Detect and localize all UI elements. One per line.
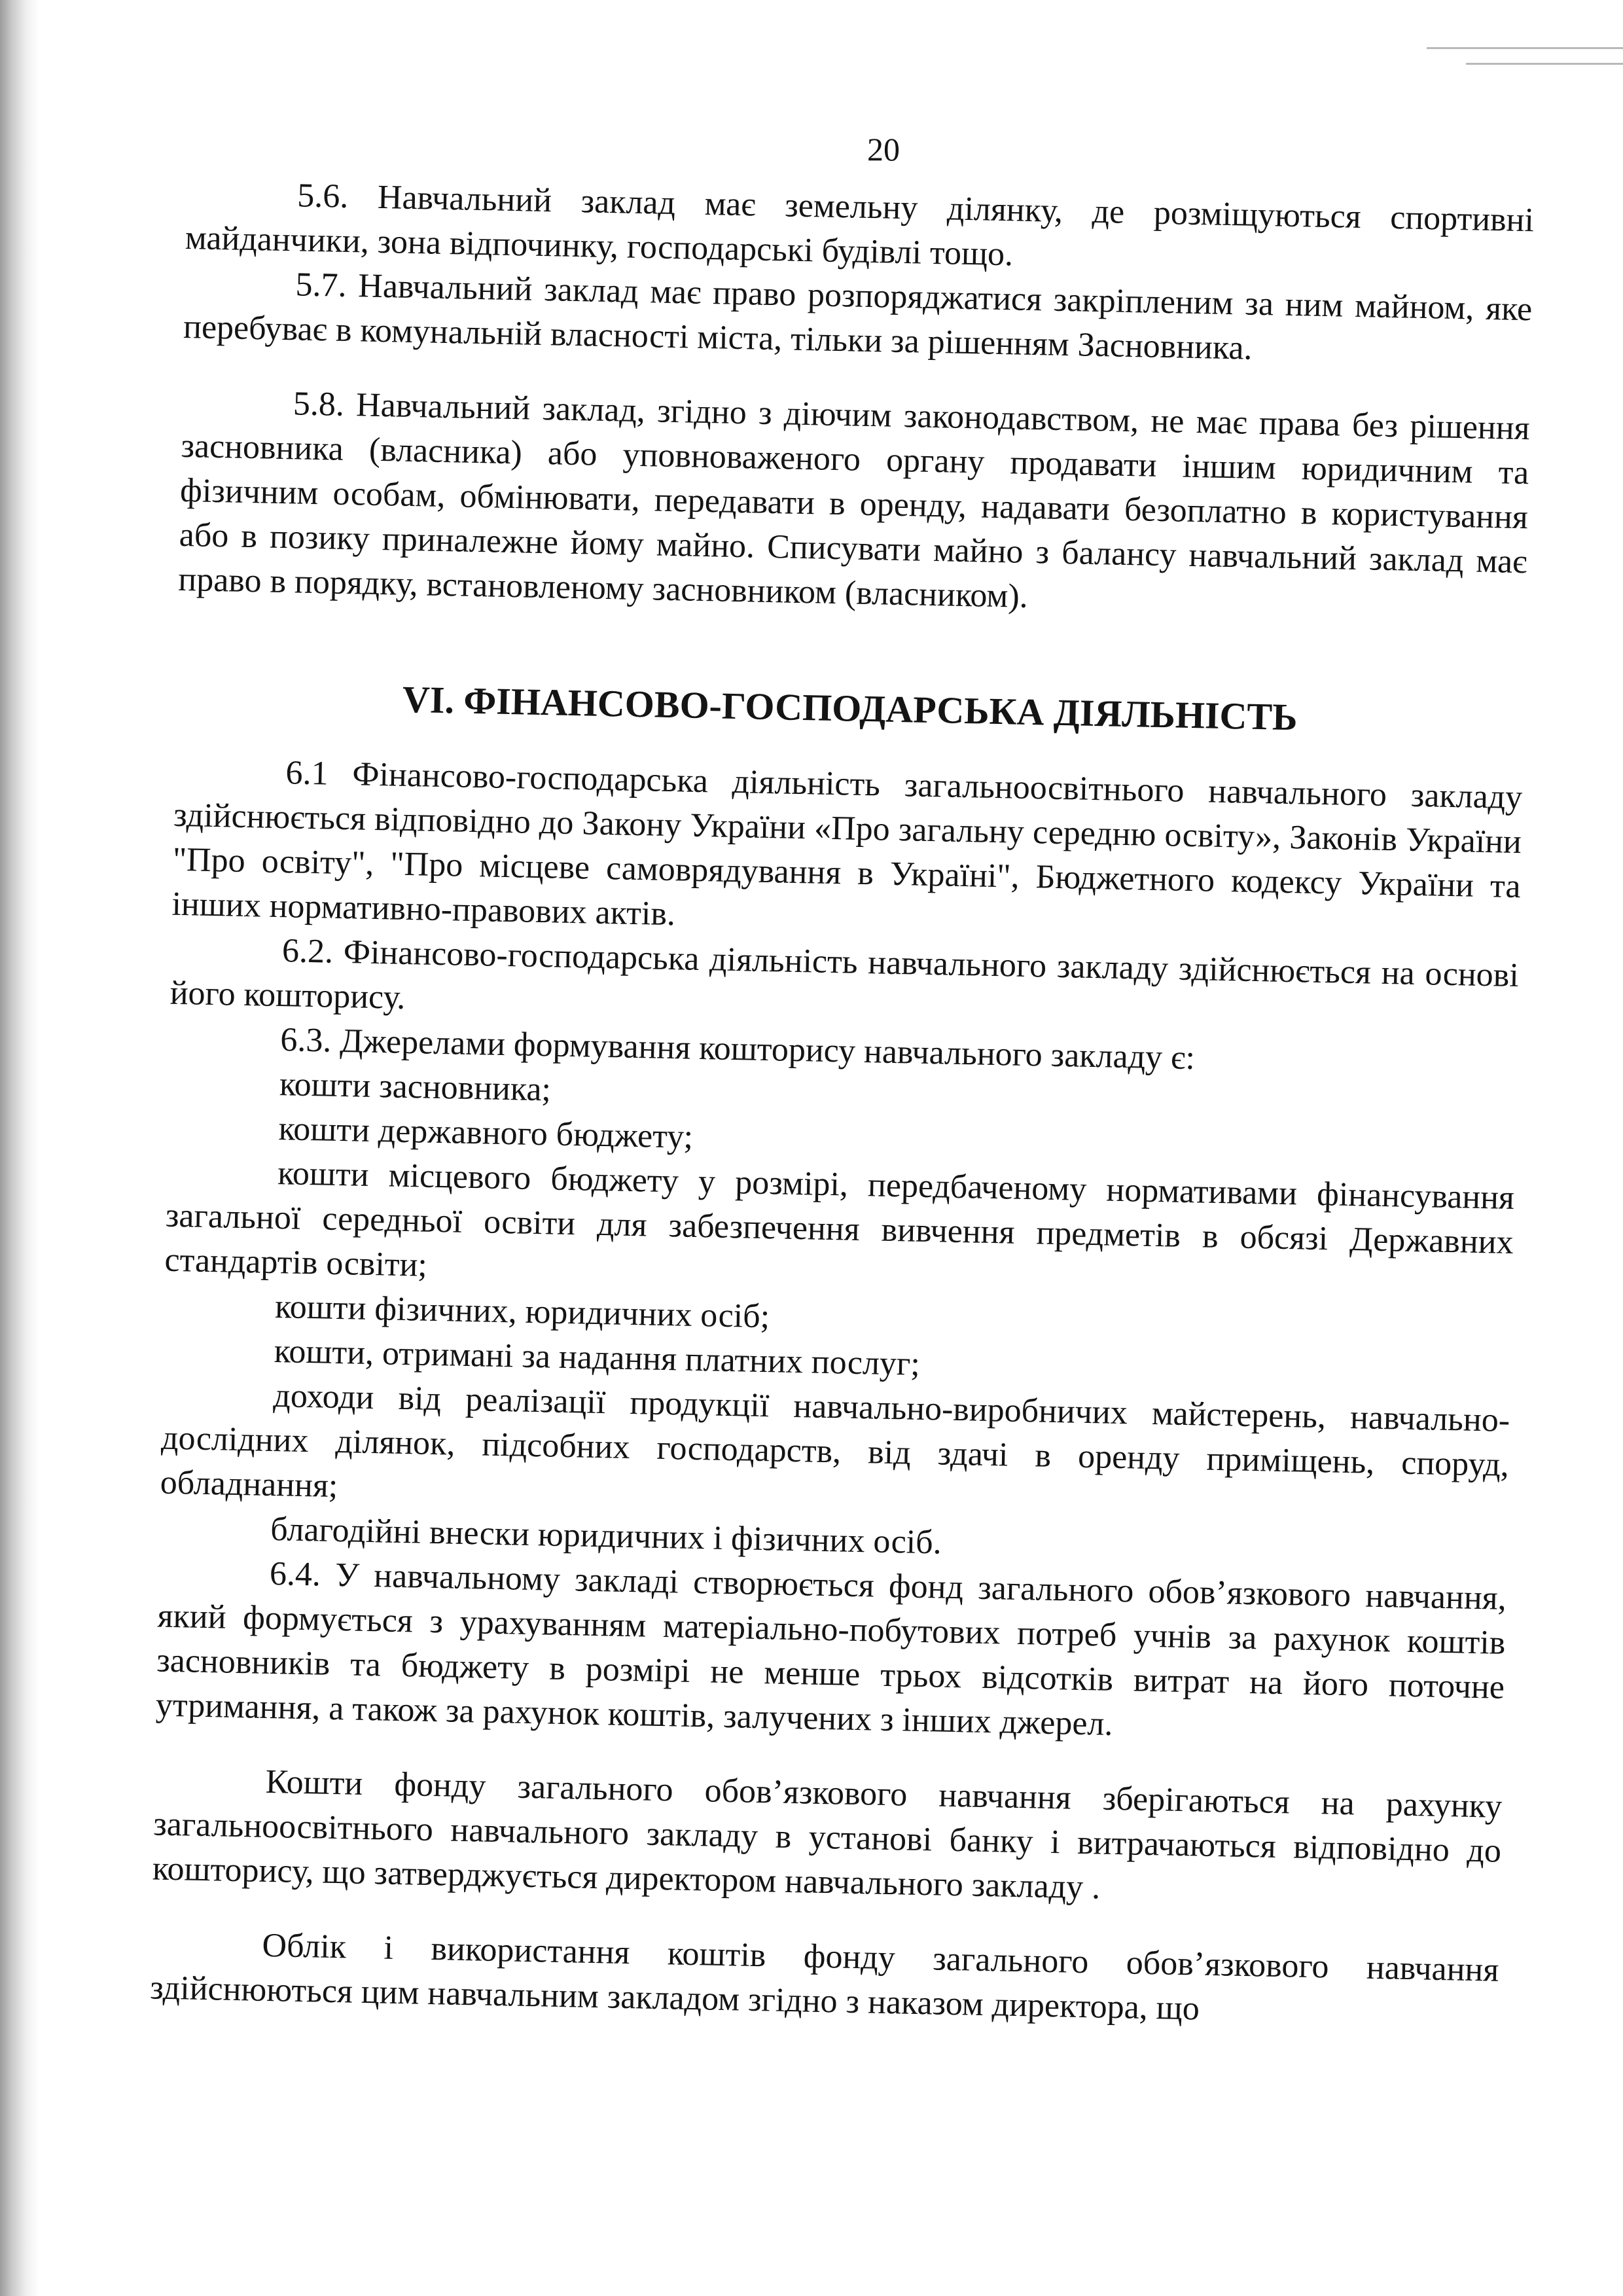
paragraph-6-1: 6.1 Фінансово-господарська діяльність загальноосвітнього навчального закладу здійснюється відповідно до Закону України «Про загальну середню освіту», Законів України "Про освіту", "Про місцеве самоврядування в Україні", Бюджетного кодексу України та інших нормативно-правових актів.	[171, 754, 1523, 933]
paragraph-5-6: 5.6. Навчальний заклад має земельну ділянку, де розміщуються спортивні майданчики, зона відпочинку, господарські будівлі тощо.	[185, 177, 1535, 274]
list-item: кошти місцевого бюджету у розмірі, передбаченому нормативами фінансування загальної середньої освіти для забезпечення вивчення предметів в обсязі Державних стандартів освіти;	[164, 1155, 1515, 1284]
list-item: доходи від реалізації продукції навчально-виробничих майстерень, навчально-дослідних ділянок, підсобних господарств, від здачі в оренду приміщень, споруд, обладнання;	[160, 1377, 1510, 1505]
section-title: VI. ФІНАНСОВО-ГОСПОДАРСЬКА ДІЯЛЬНІСТЬ	[402, 677, 1298, 739]
list-item: кошти засновника;	[279, 1066, 552, 1109]
scan-edge-shadow	[0, 0, 39, 2296]
list-item: кошти державного бюджету;	[278, 1110, 694, 1156]
paragraph-5-7: 5.7. Навчальний заклад має право розпоряджатися закріпленим за ним майном, яке перебуває в комунальній власності міста, тільки за рішенням Засновника.	[183, 266, 1533, 367]
paragraph-6-2: 6.2. Фінансово-господарська діяльність навчального закладу здійснюється на основі його кошторису.	[169, 932, 1520, 1016]
funding-sources-list	[159, 1060, 1517, 1577]
scan-top-rule	[1427, 47, 1623, 49]
scan-top-rule	[1466, 63, 1623, 65]
list-item: кошти фізичних, юридичних осіб;	[274, 1288, 770, 1336]
paragraph-fund-accounting: Облік і використання коштів фонду загального обов’язкового навчання здійснюються цим навчальним закладом згідно з наказом директора, що	[149, 1926, 1499, 2028]
paragraph-6-4: 6.4. У навчальному закладі створюється фонд загального обов’язкового навчання, який формується з урахуванням матеріально-побутових потреб учнів за рахунок коштів засновників та бюджету в розмірі не менше трьох відсотків витрат на його поточне утримання, а також за рахунок коштів, залучених з інших джерел.	[155, 1554, 1507, 1743]
list-item: кошти, отримані за надання платних послуг;	[274, 1333, 921, 1383]
paragraph-fund-storage: Кошти фонду загального обов’язкового навчання зберігаються на рахунку загальноосвітнього навчального закладу в установі банку і витрачаються відповідно до кошторису, що затверджується директором навчального закладу .	[152, 1763, 1503, 1907]
paragraph-6-3: 6.3. Джерелами формування кошторису навчального закладу є:	[279, 1021, 1196, 1077]
document-body	[150, 171, 1535, 2037]
list-item: благодійні внески юридичних і фізичних осіб.	[270, 1511, 942, 1562]
page-number: 20	[867, 131, 900, 168]
paragraph-5-8: 5.8. Навчальний заклад, згідно з діючим законодавством, не має права без рішення засновника (власника) або уповноваженого органу продавати іншим юридичним та фізичним особам, обмінювати, передавати в оренду, надавати безоплатно в користування або в позику приналежне йому майно. Списувати майно з балансу навчальний заклад має право в порядку, встановленому засновником (власником).	[177, 385, 1531, 615]
